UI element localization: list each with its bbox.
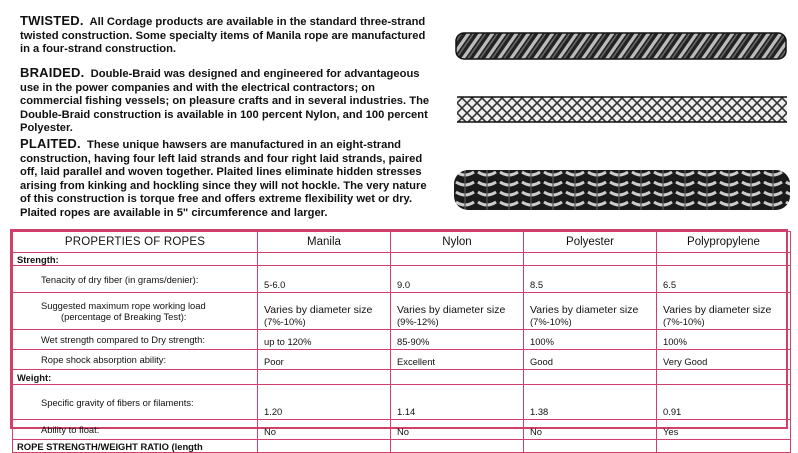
polypropylene-float: Yes [657,420,791,440]
table-row [13,293,791,330]
property-specific-gravity: Specific gravity of fibers or filaments: [13,385,258,420]
nylon-working-load [391,293,524,330]
table-row [13,330,791,350]
polyester-load-range: (7%-10%) [530,316,572,327]
manila-shock: Poor [258,350,391,370]
table-row [13,350,791,370]
polypropylene-tenacity: 6.5 [657,266,791,293]
section-row-strength [13,253,791,266]
plaited-rope-image [454,168,790,212]
polypropylene-working-load [657,293,791,330]
section-label-strength: Strength: [13,253,258,266]
plaited-body: These unique hawsers are manufactured in an eight-strand construction, having four left laid strands and four right laid strands, paired off, laid parallel and woven together. Plaited lines eliminate hidden stresses arising from kinking and hockling since they will not hockle. The very nature of this construction is torque free and offers extreme flexibility wet or dry. Plaited ropes are available in 5" circumference and larger. [20,139,427,219]
table-header-row [13,232,791,253]
manila-working-load [258,293,391,330]
nylon-tenacity: 9.0 [391,266,524,293]
polypropylene-shock: Very Good [657,350,791,370]
polyester-float: No [524,420,657,440]
nylon-float: No [391,420,524,440]
twisted-body: All Cordage products are available in the standard three-strand twisted construction. Some specialty items of Manila rope are manufactured in a four-strand construction. [20,16,426,56]
property-working-load [13,293,258,330]
braided-rope-image [457,93,787,127]
nylon-load-range: (9%-12%) [397,316,439,327]
header-properties: PROPERTIES OF ROPES [13,232,258,253]
nylon-specific-gravity: 1.14 [391,385,524,420]
plaited-paragraph [20,137,432,221]
manila-tenacity: 5-6.0 [258,266,391,293]
cut-row-label: ROPE STRENGTH/WEIGHT RATIO (length [13,440,258,453]
polypropylene-specific-gravity: 0.91 [657,385,791,420]
twisted-paragraph [20,14,432,57]
table-row [13,420,791,440]
braided-heading: BRAIDED. [20,65,85,80]
polyester-working-load [524,293,657,330]
table-row-cut-off [13,440,791,453]
manila-wet-strength: up to 120% [258,330,391,350]
braided-paragraph [20,66,432,136]
manila-load-range: (7%-10%) [264,316,306,327]
nylon-shock: Excellent [391,350,524,370]
manila-varies: Varies by diameter size [264,304,373,316]
property-tenacity: Tenacity of dry fiber (in grams/denier): [13,266,258,293]
property-wet-strength: Wet strength compared to Dry strength: [13,330,258,350]
rope-properties-table [10,229,788,452]
polyester-wet-strength: 100% [524,330,657,350]
table-row [13,266,791,293]
section-label-weight: Weight: [13,370,258,385]
plaited-heading: PLAITED. [20,136,81,151]
polyester-tenacity: 8.5 [524,266,657,293]
polypropylene-wet-strength: 100% [657,330,791,350]
manila-float: No [258,420,391,440]
polypropylene-varies: Varies by diameter size [663,304,772,316]
working-load-line2: (percentage of Breaking Test): [61,311,187,322]
header-manila: Manila [258,232,391,253]
working-load-line1: Suggested maximum rope working load [41,300,206,311]
polyester-specific-gravity: 1.38 [524,385,657,420]
property-float: Ability to float: [13,420,258,440]
header-nylon: Nylon [391,232,524,253]
twisted-rope-image [456,30,786,64]
property-shock: Rope shock absorption ability: [13,350,258,370]
braided-body: Double-Braid was designed and engineered for advantageous use in the power companies and with the electrical contractors; on commercial fishing vessels; on pleasure crafts and in several industries. The Double-Braid construction is available in 100 percent Nylon, and 100 percent Polyester. [20,68,430,135]
manila-specific-gravity: 1.20 [258,385,391,420]
section-row-weight [13,370,791,385]
nylon-wet-strength: 85-90% [391,330,524,350]
nylon-varies: Varies by diameter size [397,304,506,316]
header-polyester: Polyester [524,232,657,253]
header-polypropylene: Polypropylene [657,232,791,253]
polyester-varies: Varies by diameter size [530,304,639,316]
table-row [13,385,791,420]
twisted-heading: TWISTED. [20,13,84,28]
polyester-shock: Good [524,350,657,370]
polypropylene-load-range: (7%-10%) [663,316,705,327]
